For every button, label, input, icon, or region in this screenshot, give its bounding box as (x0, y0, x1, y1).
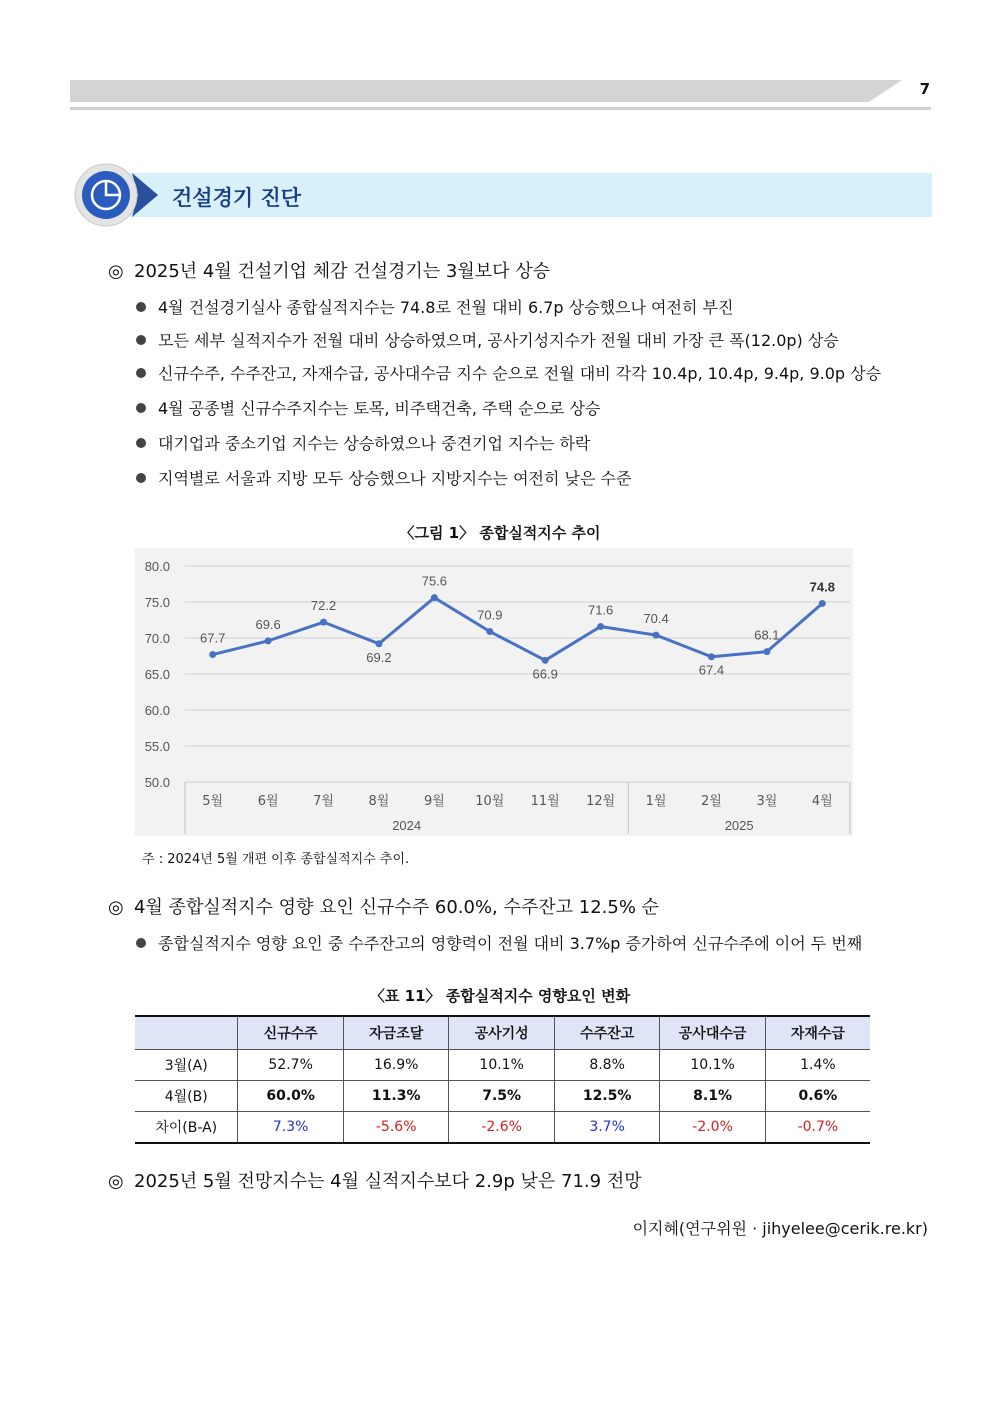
row-label: 3월(A) (135, 1050, 238, 1081)
summary-bullet: 대기업과 중소기업 지수는 상승하였으나 중견기업 지수는 하락 (136, 431, 590, 454)
table-column-header: 공사대수금 (660, 1016, 765, 1050)
x-tick-label: 2월 (701, 794, 722, 809)
y-tick-label: 80.0 (144, 559, 170, 574)
data-point (597, 623, 604, 630)
x-tick-label: 5월 (202, 794, 224, 809)
data-label: 67.4 (698, 662, 725, 678)
data-point (320, 619, 327, 626)
data-label: 66.9 (532, 666, 558, 682)
summary-bullet: 신규수주, 수주잔고, 자재수급, 공사대수금 지수 순으로 전월 대비 각각 10.4p, 10.4p, 9.4p, 9.0p 상승 (136, 361, 881, 384)
factor-bullet: 종합실적지수 영향 요인 중 수주잔고의 영향력이 전월 대비 3.7%p 증가하여 신규수주에 이어 두 번째 (136, 931, 862, 954)
table-cell: 7.3% (238, 1112, 344, 1144)
table-cell: -2.0% (660, 1112, 765, 1144)
y-tick-label: 70.0 (144, 631, 170, 646)
data-point (431, 594, 438, 601)
x-group-label: 2024 (392, 818, 422, 833)
data-point (763, 648, 770, 655)
table-column-header: 자금조달 (343, 1016, 449, 1050)
y-tick-label: 75.0 (144, 595, 170, 610)
bullet-dot-icon (136, 473, 146, 483)
data-point (265, 637, 272, 644)
table-corner-cell (135, 1016, 238, 1050)
factor-table (135, 1015, 870, 1144)
x-tick-label: 7월 (313, 794, 334, 809)
figure-note: 주 : 2024년 5월 개편 이후 종합실적지수 추이. (142, 852, 410, 867)
table-cell: 11.3% (343, 1081, 449, 1112)
data-label: 74.8 (809, 579, 835, 595)
outlook-headline: ◎ 2025년 5월 전망지수는 4월 실적지수보다 2.9p 낮은 71.9 전망 (108, 1171, 642, 1192)
x-tick-label: 6월 (257, 794, 279, 809)
x-tick-label: 11월 (530, 794, 560, 809)
header-rule (70, 107, 931, 110)
data-point (653, 632, 660, 639)
data-label: 67.7 (200, 630, 226, 646)
data-point (486, 628, 493, 635)
data-label: 72.2 (310, 598, 337, 614)
data-label: 71.6 (587, 602, 614, 618)
data-label: 70.4 (643, 611, 669, 627)
table-row (135, 1112, 870, 1144)
x-tick-label: 4월 (811, 794, 833, 809)
data-label: 75.6 (421, 573, 448, 589)
table-cell: 7.5% (449, 1081, 554, 1112)
bullet-dot-icon (136, 335, 146, 345)
table-cell: 8.8% (554, 1050, 660, 1081)
table-cell: 60.0% (238, 1081, 344, 1112)
data-point (542, 657, 549, 664)
table-cell: -2.6% (449, 1112, 554, 1144)
double-circle-icon: ◎ (108, 897, 124, 918)
data-point (819, 600, 826, 607)
bullet-dot-icon (136, 302, 146, 312)
y-tick-label: 50.0 (144, 775, 170, 790)
data-label: 70.9 (477, 607, 503, 623)
bullet-dot-icon (136, 438, 146, 448)
author-credit: 이지혜(연구위원 · jihyelee@cerik.re.kr) (632, 1219, 928, 1238)
table-column-header: 수주잔고 (554, 1016, 660, 1050)
row-label: 4월(B) (135, 1081, 238, 1112)
x-tick-label: 9월 (423, 794, 445, 809)
table-caption: 〈표 11〉 종합실적지수 영향요인 변화 (369, 987, 631, 1005)
table-cell: -5.6% (343, 1112, 449, 1144)
table-row (135, 1081, 870, 1112)
x-group-label: 2025 (724, 818, 754, 833)
y-tick-label: 65.0 (144, 667, 170, 682)
section-title: 건설경기 진단 (172, 186, 302, 210)
double-circle-icon: ◎ (108, 261, 124, 282)
table-header-row (135, 1016, 870, 1050)
bullet-dot-icon (136, 368, 146, 378)
pie-chart-icon (72, 163, 164, 227)
chart-background (135, 548, 853, 836)
data-point (375, 640, 382, 647)
data-point (209, 651, 216, 658)
table-cell: 3.7% (554, 1112, 660, 1144)
table-row (135, 1050, 870, 1081)
x-tick-label: 10월 (475, 794, 505, 809)
double-circle-icon: ◎ (108, 1171, 124, 1192)
row-label: 차이(B-A) (135, 1112, 238, 1144)
table-column-header: 자재수급 (765, 1016, 870, 1050)
summary-bullet: 4월 건설경기실사 종합실적지수는 74.8로 전월 대비 6.7p 상승했으나 여전히 부진 (136, 295, 733, 318)
table-cell: 10.1% (449, 1050, 554, 1081)
page-number: 7 (919, 80, 930, 98)
data-label: 69.6 (255, 616, 281, 632)
table-column-header: 신규수주 (238, 1016, 344, 1050)
line-chart (135, 548, 853, 836)
summary-bullet: 4월 공종별 신규수주지수는 토목, 비주택건축, 주택 순으로 상승 (136, 396, 600, 419)
data-point (708, 653, 715, 660)
x-tick-label: 8월 (368, 794, 390, 809)
summary-bullet: 모든 세부 실적지수가 전월 대비 상승하였으며, 공사기성지수가 전월 대비 가장 큰 폭(12.0p) 상승 (136, 328, 839, 351)
y-tick-label: 55.0 (144, 739, 170, 754)
table-cell: 0.6% (765, 1081, 870, 1112)
x-tick-label: 1월 (645, 794, 667, 809)
table-cell: 8.1% (660, 1081, 765, 1112)
header-bar (70, 80, 902, 102)
table-cell: 10.1% (660, 1050, 765, 1081)
table-cell: 1.4% (765, 1050, 870, 1081)
bullet-dot-icon (136, 403, 146, 413)
y-tick-label: 60.0 (144, 703, 170, 718)
data-label: 68.1 (754, 627, 780, 643)
table-cell: -0.7% (765, 1112, 870, 1144)
x-tick-label: 12월 (586, 794, 616, 809)
summary-headline: ◎ 2025년 4월 건설기업 체감 건설경기는 3월보다 상승 (108, 261, 551, 282)
table-cell: 12.5% (554, 1081, 660, 1112)
figure-caption: 〈그림 1〉 종합실적지수 추이 (399, 524, 601, 542)
data-label: 69.2 (366, 649, 392, 665)
summary-bullet: 지역별로 서울과 지방 모두 상승했으나 지방지수는 여전히 낮은 수준 (136, 466, 631, 489)
table-cell: 52.7% (238, 1050, 344, 1081)
table-cell: 16.9% (343, 1050, 449, 1081)
bullet-dot-icon (136, 938, 146, 948)
x-tick-label: 3월 (756, 794, 778, 809)
table-column-header: 공사기성 (449, 1016, 554, 1050)
factor-headline: ◎ 4월 종합실적지수 영향 요인 신규수주 60.0%, 수주잔고 12.5% 순 (108, 897, 660, 918)
